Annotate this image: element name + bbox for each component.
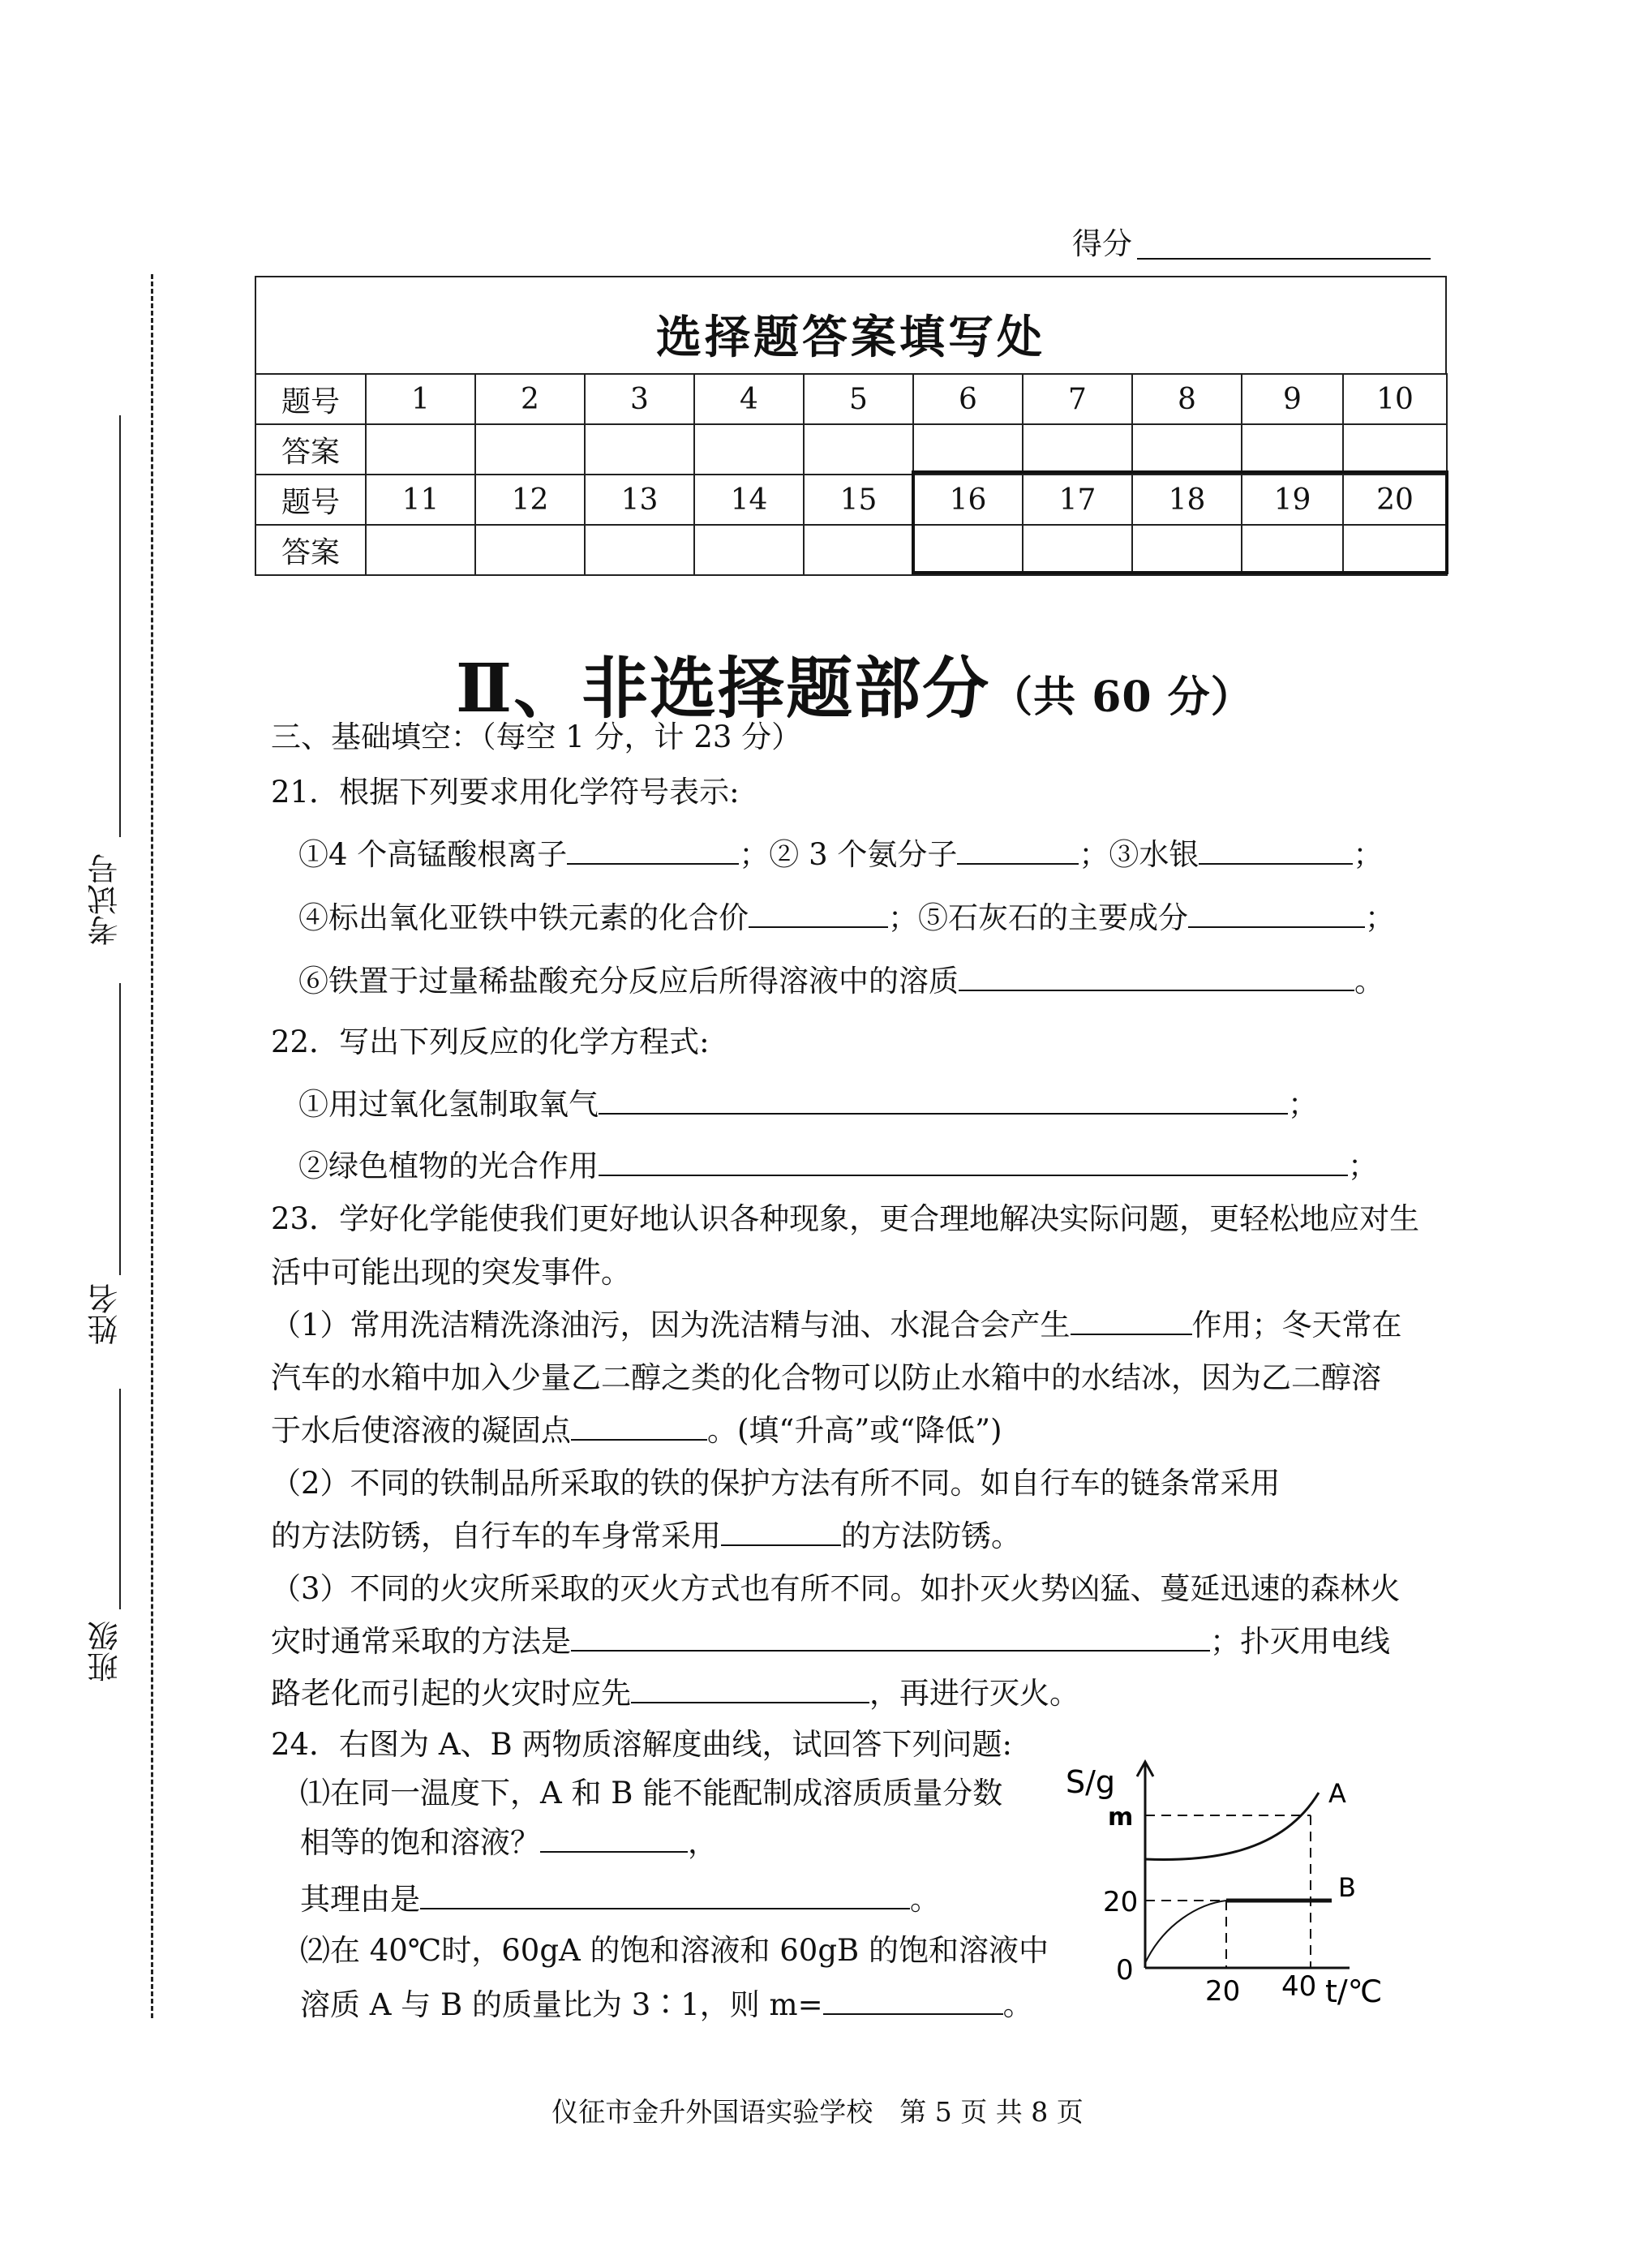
q24-s1-l3a: 其理由是 <box>300 1882 420 1917</box>
q23-p1-l3a: 于水后使溶液的凝固点 <box>271 1413 571 1448</box>
answer-blank[interactable] <box>1071 1309 1192 1335</box>
answer-blank[interactable] <box>1199 839 1353 865</box>
q21-b2: ；⑤石灰石的主要成分 <box>888 900 1188 935</box>
table-row <box>255 374 1447 424</box>
q21-a3: ；③水银 <box>1079 837 1199 872</box>
question-number: 7 <box>1023 374 1132 424</box>
q21-stem: 21．根据下列要求用化学符号表示: <box>271 775 740 810</box>
q21-b1: ④标出氧化亚铁中铁元素的化合价 <box>298 900 749 935</box>
score-field[interactable] <box>1137 258 1431 260</box>
answer-cell[interactable] <box>1023 424 1132 475</box>
q23-p3-line3 <box>271 1676 1079 1711</box>
q23-p1-line2: 汽车的水箱中加入少量乙二醇之类的化合物可以防止水箱中的水结冰，因为乙二醇溶 <box>271 1360 1381 1395</box>
part3-title: 三、基础填空：（每空 1 分，计 23 分） <box>271 719 802 754</box>
x-tick-40: 40 <box>1281 1970 1317 2003</box>
y-tick-20: 20 <box>1103 1886 1139 1918</box>
row-label-no: 题号 <box>255 374 366 424</box>
question-number: 2 <box>475 374 585 424</box>
answer-cell[interactable] <box>1343 424 1447 475</box>
class-label: 班级 <box>88 1621 123 1682</box>
q24-s1-line3 <box>300 1882 940 1917</box>
answer-cell[interactable] <box>585 424 694 475</box>
answer-cell[interactable] <box>1242 424 1343 475</box>
answer-cell[interactable] <box>913 424 1023 475</box>
y-tick-m: m <box>1108 1803 1134 1832</box>
curve-b-rising <box>1145 1901 1226 1963</box>
answer-box-title: 选择题答案填写处 <box>656 311 1045 364</box>
question-number: 13 <box>585 475 694 525</box>
solubility-graph <box>1054 1744 1444 2020</box>
answer-cell[interactable] <box>366 424 475 475</box>
x-tick-20: 20 <box>1205 1975 1241 2008</box>
section-heading-sub: （共 60 分） <box>990 672 1254 722</box>
answer-blank[interactable] <box>957 839 1079 865</box>
question-number: 6 <box>913 374 1023 424</box>
q23-p2-line2 <box>271 1520 1021 1551</box>
q23-p3-l3a: 路老化而引起的火灾时应先 <box>271 1676 631 1711</box>
section-heading-main: Ⅱ、非选择题部分 <box>456 650 991 728</box>
highlight-frame <box>912 470 1448 574</box>
q23-p2-l2a: 的方法防锈，自行车的车身常采用 <box>271 1518 721 1553</box>
q24-s1-line1: ⑴在同一温度下，A 和 B 能不能配制成溶质质量分数 <box>300 1776 1003 1811</box>
q23-p2-line1: （2）不同的铁制品所采取的铁的保护方法有所不同。如自行车的链条常采用 <box>271 1466 1281 1501</box>
question-number: 5 <box>804 374 913 424</box>
q22-b: ②绿色植物的光合作用 <box>298 1149 599 1183</box>
answer-cell[interactable] <box>475 424 585 475</box>
question-number: 1 <box>366 374 475 424</box>
q23-p3-line1: （3）不同的火灾所采取的灭火方式也有所不同。如扑灭火势凶猛、蔓延迅速的森林火 <box>271 1571 1401 1606</box>
q21-a-end: ； <box>1353 837 1384 872</box>
answer-cell[interactable] <box>1132 424 1242 475</box>
q23-p1-l1b: 作用；冬天常在 <box>1191 1308 1402 1342</box>
question-number: 3 <box>585 374 694 424</box>
question-number: 16 <box>913 475 1023 525</box>
row-label-ans: 答案 <box>255 424 366 475</box>
q21-a1: ①4 个高锰酸根离子 <box>298 837 568 872</box>
answer-blank[interactable] <box>571 1626 1210 1652</box>
question-number: 20 <box>1343 475 1447 525</box>
exam-no-label: 考试号 <box>88 853 123 946</box>
name-line[interactable] <box>119 983 121 1275</box>
q22-b-end: ； <box>1348 1149 1378 1183</box>
answer-blank[interactable] <box>1188 902 1365 928</box>
q21-c1: ⑥铁置于过量稀盐酸充分反应后所得溶液中的溶质 <box>298 964 959 999</box>
name-label: 姓名 <box>88 1283 123 1345</box>
q23-p3-l3b: ，再进行灭火。 <box>869 1676 1079 1711</box>
question-number: 9 <box>1242 374 1343 424</box>
question-number: 17 <box>1023 475 1132 525</box>
answer-blank[interactable] <box>959 965 1354 991</box>
q21-c-end: 。 <box>1354 964 1384 999</box>
answer-cell[interactable] <box>585 525 694 575</box>
q24-s1-line2 <box>300 1827 718 1858</box>
q22-a-end: ； <box>1288 1087 1318 1122</box>
question-number: 10 <box>1343 374 1447 424</box>
q21-line-a <box>298 839 1383 870</box>
curve-a-label: A <box>1328 1778 1346 1809</box>
answer-blank[interactable] <box>749 902 888 928</box>
q24-s2-line1: ⑵在 40℃时，60gA 的饱和溶液和 60gB 的饱和溶液中 <box>300 1933 1049 1968</box>
answer-blank[interactable] <box>420 1884 910 1909</box>
binding-dashed-line <box>151 274 153 2018</box>
q21-a2: ；② 3 个氨分子 <box>739 837 958 872</box>
q23-p3-l2a: 灾时通常采取的方法是 <box>271 1624 571 1659</box>
q24-s2-line2 <box>300 1989 1033 2020</box>
answer-blank[interactable] <box>599 1150 1348 1176</box>
row-label-no: 题号 <box>255 475 366 525</box>
answer-blank[interactable] <box>721 1520 841 1546</box>
q23-p3-l2b: ；扑灭用电线 <box>1210 1624 1390 1659</box>
question-number: 11 <box>366 475 475 525</box>
answer-cell[interactable] <box>366 525 475 575</box>
q24-s2-l2b: 。 <box>1002 1987 1033 2022</box>
q21-line-c <box>298 964 1384 999</box>
answer-blank[interactable] <box>823 1989 1003 2015</box>
answer-blank[interactable] <box>571 1415 707 1441</box>
curve-a <box>1145 1793 1319 1859</box>
question-number: 18 <box>1132 475 1242 525</box>
answer-blank[interactable] <box>599 1089 1288 1115</box>
y-axis-label: S/g <box>1066 1764 1116 1800</box>
answer-blank[interactable] <box>631 1677 869 1703</box>
answer-cell[interactable] <box>694 424 804 475</box>
q22-stem: 22．写出下列反应的化学方程式: <box>271 1024 710 1059</box>
answer-cell[interactable] <box>475 525 585 575</box>
q23-p3-line2 <box>271 1624 1390 1659</box>
exam-no-line[interactable] <box>119 415 121 837</box>
class-line[interactable] <box>119 1389 121 1609</box>
question-number: 4 <box>694 374 804 424</box>
answer-box-header <box>255 276 1447 373</box>
section-heading <box>456 636 1254 731</box>
q21-b-end: ； <box>1365 900 1395 935</box>
q24-s1-l3b: 。 <box>910 1882 940 1917</box>
q24-stem: 24．右图为 A、B 两物质溶解度曲线，试回答下列问题: <box>271 1727 1012 1762</box>
q22-a: ①用过氧化氢制取氧气 <box>298 1087 599 1122</box>
question-number: 14 <box>694 475 804 525</box>
answer-cell[interactable] <box>804 424 913 475</box>
q22-line-b <box>298 1150 1378 1181</box>
q24-s1-l2b: ， <box>688 1825 718 1860</box>
q22-line-a <box>298 1087 1318 1122</box>
answer-cell[interactable] <box>804 525 913 575</box>
score-label: 得分 <box>1072 226 1132 261</box>
q24-s1-l2a: 相等的饱和溶液？ <box>300 1825 540 1860</box>
origin-label: 0 <box>1116 1954 1134 1987</box>
answer-blank[interactable] <box>567 839 739 865</box>
question-number: 12 <box>475 475 585 525</box>
answer-cell[interactable] <box>694 525 804 575</box>
question-number: 19 <box>1242 475 1343 525</box>
q23-p2-l2b: 的方法防锈。 <box>841 1518 1021 1553</box>
q24-s2-l2a: 溶质 A 与 B 的质量比为 3∶1，则 m= <box>300 1987 823 2022</box>
question-number: 8 <box>1132 374 1242 424</box>
x-axis-label: t/℃ <box>1325 1974 1383 2009</box>
q23-p1-line3 <box>271 1413 1002 1448</box>
q23-p1-l1a: （1）常用洗洁精洗涤油污，因为洗洁精与油、水混合会产生 <box>271 1308 1071 1342</box>
q21-line-b <box>298 902 1395 933</box>
q23-stem-line1: 23．学好化学能使我们更好地认识各种现象，更合理地解决实际问题，更轻松地应对生 <box>271 1201 1420 1236</box>
answer-blank[interactable] <box>540 1827 688 1853</box>
question-number: 15 <box>804 475 913 525</box>
q23-p1-line1 <box>271 1309 1402 1340</box>
table-row <box>255 424 1447 475</box>
q23-p1-l3b: 。(填“升高”或“降低”) <box>707 1413 1002 1448</box>
page-footer: 仪征市金升外国语实验学校 第 5 页 共 8 页 <box>551 2096 1084 2128</box>
curve-b-label: B <box>1338 1872 1356 1903</box>
row-label-ans: 答案 <box>255 525 366 575</box>
q23-stem-line2: 活中可能出现的突发事件。 <box>271 1255 631 1290</box>
